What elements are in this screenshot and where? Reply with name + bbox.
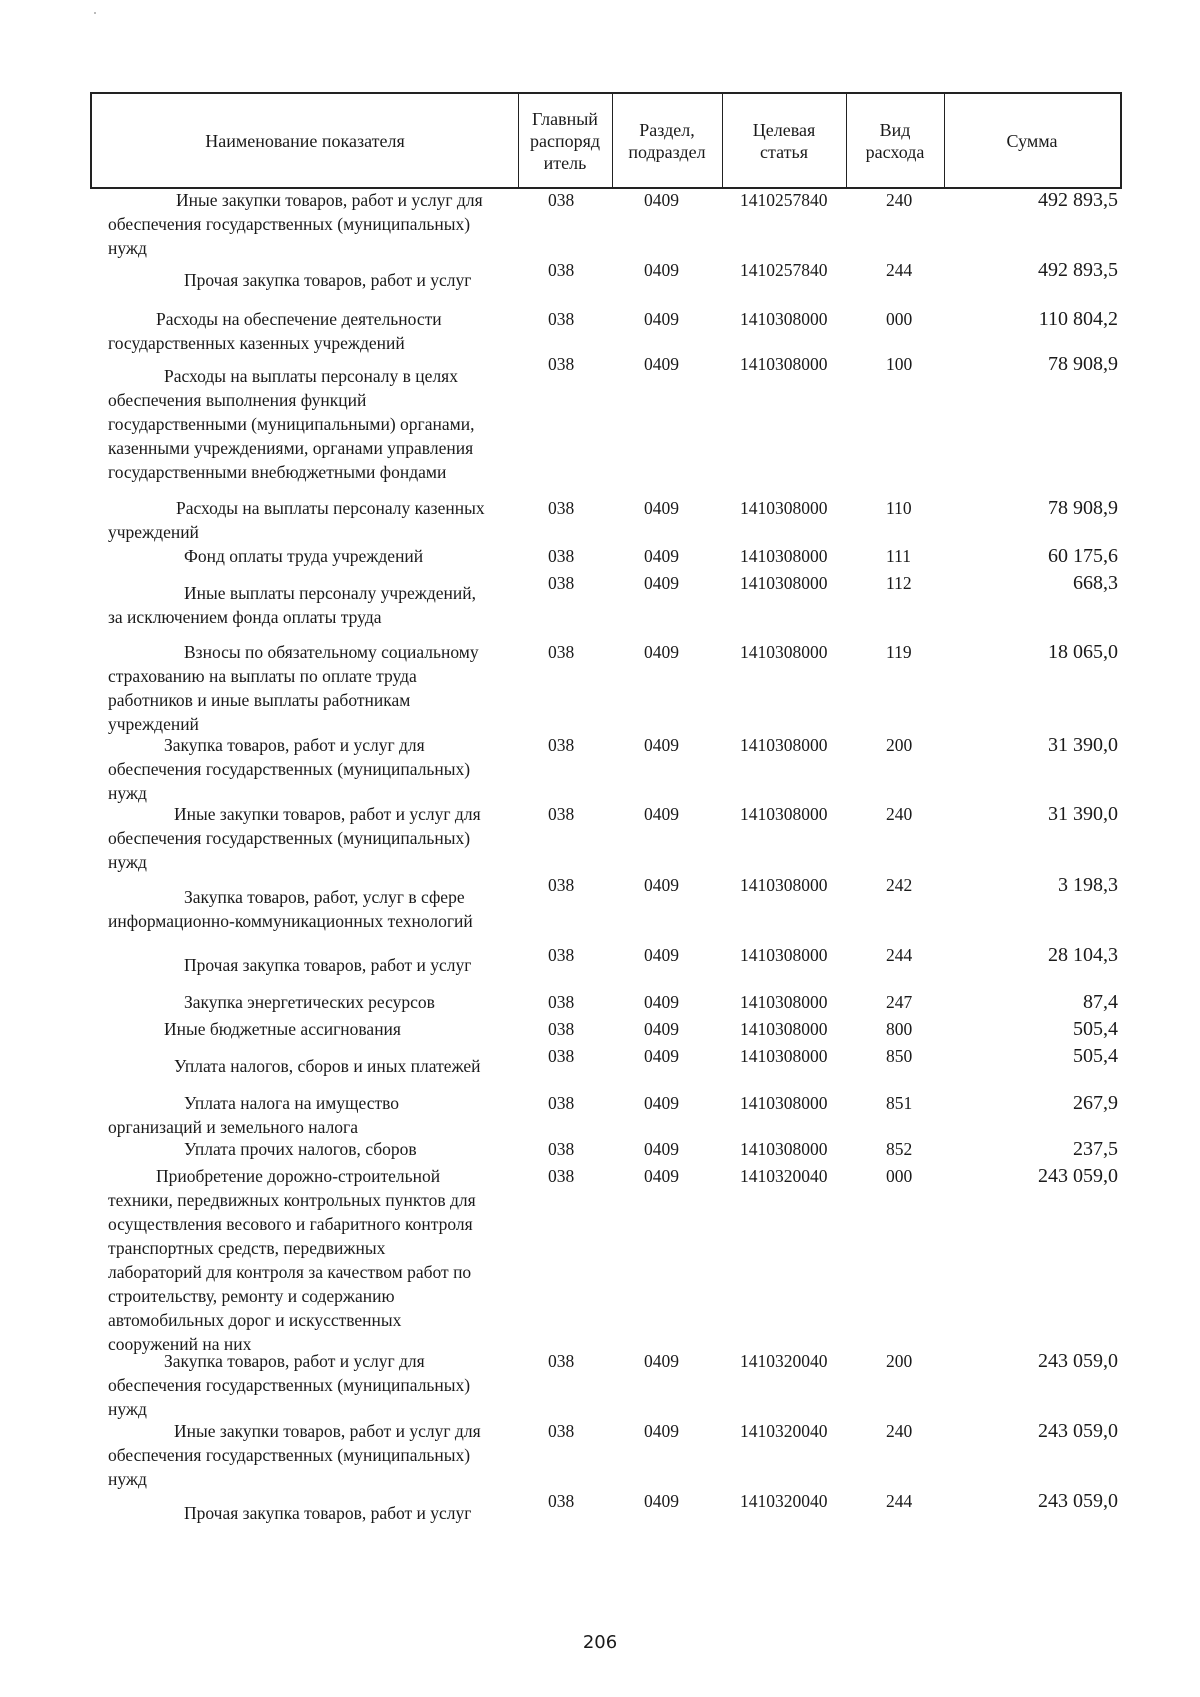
row-name-line: Иные выплаты персоналу учреждений, (184, 583, 476, 603)
row-grbs: 038 (548, 498, 575, 518)
row-name-line: страхованию на выплаты по оплате труда (108, 666, 417, 686)
row-name (108, 307, 518, 355)
row-target: 1410308000 (740, 1139, 828, 1159)
row-name (108, 802, 518, 874)
row-expense-type: 800 (886, 1019, 913, 1039)
header-name: Наименование показателя (205, 130, 405, 151)
row-section: 0409 (644, 1046, 679, 1066)
row-name (108, 581, 518, 629)
row-target: 1410308000 (740, 573, 828, 593)
row-section: 0409 (644, 1166, 679, 1186)
row-sum: 110 804,2 (1038, 308, 1118, 330)
row-target: 1410308000 (740, 945, 828, 965)
row-name-line: организаций и земельного налога (108, 1117, 358, 1137)
row-name (108, 1164, 518, 1356)
row-target: 1410308000 (740, 642, 828, 662)
row-name-line: Иные закупки товаров, работ и услуг для (176, 190, 483, 210)
row-section: 0409 (644, 1351, 679, 1371)
row-grbs: 038 (548, 1166, 575, 1186)
row-name-line: работников и иные выплаты работникам (108, 690, 411, 710)
header-expense-type: Вид расхода (865, 119, 925, 162)
row-sum: 492 893,5 (1038, 259, 1118, 281)
row-target: 1410308000 (740, 546, 828, 566)
row-sum: 28 104,3 (1048, 944, 1118, 966)
row-target: 1410308000 (740, 1046, 828, 1066)
row-sum: 87,4 (1083, 991, 1118, 1013)
row-name-line: нужд (108, 783, 147, 803)
row-section: 0409 (644, 735, 679, 755)
row-target: 1410320040 (740, 1351, 828, 1371)
row-grbs: 038 (548, 945, 575, 965)
row-grbs: 038 (548, 1351, 575, 1371)
row-grbs: 038 (548, 1491, 575, 1511)
row-name-line: Иные закупки товаров, работ и услуг для (174, 1421, 481, 1441)
row-name-line: государственных казенных учреждений (108, 333, 405, 353)
row-name-line: техники, передвижных контрольных пунктов для (108, 1190, 476, 1210)
scan-speck (94, 12, 96, 14)
row-expense-type: 110 (886, 498, 912, 518)
row-target: 1410320040 (740, 1421, 828, 1441)
row-expense-type: 200 (886, 1351, 913, 1371)
row-target: 1410308000 (740, 309, 828, 329)
row-expense-type: 850 (886, 1046, 913, 1066)
row-expense-type: 242 (886, 875, 913, 895)
row-sum: 267,9 (1073, 1092, 1118, 1114)
row-name-line: лабораторий для контроля за качеством работ по (108, 1262, 472, 1282)
row-grbs: 038 (548, 804, 575, 824)
row-name-line: Взносы по обязательному социальному (184, 642, 479, 662)
row-name-line: Уплата налога на имущество (184, 1093, 400, 1113)
row-target: 1410308000 (740, 1019, 828, 1039)
row-name-line: Иные закупки товаров, работ и услуг для (174, 804, 481, 824)
row-name-line: за исключением фонда оплаты труда (108, 607, 382, 627)
row-sum: 78 908,9 (1048, 353, 1118, 375)
row-expense-type: 851 (886, 1093, 913, 1113)
row-name-line: учреждений (108, 714, 199, 734)
row-name-line: Прочая закупка товаров, работ и услуг (184, 1503, 472, 1523)
row-section: 0409 (644, 992, 679, 1012)
row-expense-type: 000 (886, 1166, 913, 1186)
row-grbs: 038 (548, 260, 575, 280)
row-sum: 243 059,0 (1038, 1165, 1118, 1187)
row-target: 1410308000 (740, 1093, 828, 1113)
row-expense-type: 112 (886, 573, 912, 593)
row-grbs: 038 (548, 573, 575, 593)
row-name-line: строительству, ремонту и содержанию (108, 1286, 395, 1306)
row-name (108, 990, 518, 1014)
row-name-line: нужд (108, 1469, 147, 1489)
row-section: 0409 (644, 190, 679, 210)
row-expense-type: 240 (886, 190, 913, 210)
row-name (108, 364, 518, 484)
row-section: 0409 (644, 260, 679, 280)
row-expense-type: 240 (886, 804, 913, 824)
row-grbs: 038 (548, 354, 575, 374)
row-name-line: Закупка товаров, работ и услуг для (164, 1351, 425, 1371)
row-name-line: государственными (муниципальными) органами, (108, 414, 475, 434)
row-target: 1410308000 (740, 875, 828, 895)
row-target: 1410257840 (740, 190, 828, 210)
row-name-line: автомобильных дорог и искусственных (108, 1310, 402, 1330)
row-name-line: учреждений (108, 522, 199, 542)
row-name (108, 953, 518, 977)
row-target: 1410320040 (740, 1491, 828, 1511)
row-expense-type: 244 (886, 260, 913, 280)
row-name (108, 885, 518, 933)
row-name-line: осуществления весового и габаритного контроля (108, 1214, 473, 1234)
row-name (108, 268, 518, 292)
row-name-line: обеспечения государственных (муниципальных) (108, 214, 471, 234)
row-grbs: 038 (548, 1046, 575, 1066)
row-sum: 505,4 (1073, 1018, 1118, 1040)
row-name-line: обеспечения государственных (муниципальных) (108, 1445, 471, 1465)
row-name-line: обеспечения государственных (муниципальных) (108, 759, 471, 779)
row-expense-type: 247 (886, 992, 913, 1012)
row-name (108, 1501, 518, 1525)
row-grbs: 038 (548, 546, 575, 566)
row-section: 0409 (644, 1093, 679, 1113)
row-sum: 31 390,0 (1048, 734, 1118, 756)
row-name-line: Уплата прочих налогов, сборов (184, 1139, 417, 1159)
row-section: 0409 (644, 1139, 679, 1159)
row-grbs: 038 (548, 642, 575, 662)
row-section: 0409 (644, 945, 679, 965)
row-name (108, 188, 518, 260)
header-grbs: Главный распоряд итель (529, 108, 601, 173)
row-name-line: Прочая закупка товаров, работ и услуг (184, 270, 472, 290)
row-sum: 31 390,0 (1048, 803, 1118, 825)
row-name-line: сооружений на них (108, 1334, 252, 1354)
row-name-line: Закупка энергетических ресурсов (184, 992, 435, 1012)
row-section: 0409 (644, 875, 679, 895)
row-name-line: Закупка товаров, работ, услуг в сфере (184, 887, 465, 907)
row-target: 1410257840 (740, 260, 828, 280)
row-name (108, 640, 518, 736)
row-name-line: информационно-коммуникационных технологий (108, 911, 473, 931)
row-expense-type: 000 (886, 309, 913, 329)
row-section: 0409 (644, 546, 679, 566)
row-section: 0409 (644, 804, 679, 824)
row-name-line: Расходы на выплаты персоналу в целях (164, 366, 458, 386)
row-expense-type: 244 (886, 945, 913, 965)
row-sum: 243 059,0 (1038, 1350, 1118, 1372)
row-grbs: 038 (548, 992, 575, 1012)
row-section: 0409 (644, 1491, 679, 1511)
row-name-line: Расходы на выплаты персоналу казенных (176, 498, 485, 518)
row-name (108, 1419, 518, 1491)
row-name-line: Иные бюджетные ассигнования (164, 1019, 401, 1039)
row-name-line: Уплата налогов, сборов и иных платежей (174, 1056, 481, 1076)
row-target: 1410308000 (740, 735, 828, 755)
row-name-line: Приобретение дорожно-строительной (156, 1166, 441, 1186)
row-target: 1410308000 (740, 992, 828, 1012)
row-section: 0409 (644, 354, 679, 374)
row-name (108, 1054, 518, 1078)
row-name-line: обеспечения государственных (муниципальных) (108, 828, 471, 848)
row-target: 1410320040 (740, 1166, 828, 1186)
row-expense-type: 119 (886, 642, 912, 662)
row-name-line: Фонд оплаты труда учреждений (184, 546, 424, 566)
row-name-line: нужд (108, 238, 147, 258)
header-target: Целевая статья (752, 119, 816, 162)
row-grbs: 038 (548, 309, 575, 329)
row-name (108, 1137, 518, 1161)
row-expense-type: 240 (886, 1421, 913, 1441)
row-name-line: транспортных средств, передвижных (108, 1238, 386, 1258)
row-sum: 3 198,3 (1058, 874, 1118, 896)
row-name (108, 1349, 518, 1421)
row-sum: 237,5 (1073, 1138, 1118, 1160)
row-section: 0409 (644, 573, 679, 593)
row-name-line: обеспечения государственных (муниципальных) (108, 1375, 471, 1395)
row-expense-type: 111 (886, 546, 911, 566)
row-grbs: 038 (548, 1093, 575, 1113)
row-grbs: 038 (548, 190, 575, 210)
row-name-line: нужд (108, 1399, 147, 1419)
row-sum: 60 175,6 (1048, 545, 1118, 567)
row-grbs: 038 (548, 1421, 575, 1441)
row-name (108, 1091, 518, 1139)
row-expense-type: 244 (886, 1491, 913, 1511)
row-grbs: 038 (548, 1019, 575, 1039)
row-expense-type: 852 (886, 1139, 913, 1159)
row-target: 1410308000 (740, 498, 828, 518)
row-sum: 18 065,0 (1048, 641, 1118, 663)
row-section: 0409 (644, 1019, 679, 1039)
row-name-line: Расходы на обеспечение деятельности (156, 309, 442, 329)
row-sum: 78 908,9 (1048, 497, 1118, 519)
row-section: 0409 (644, 1421, 679, 1441)
row-sum: 243 059,0 (1038, 1490, 1118, 1512)
row-target: 1410308000 (740, 804, 828, 824)
row-sum: 492 893,5 (1038, 189, 1118, 211)
row-grbs: 038 (548, 875, 575, 895)
row-name-line: нужд (108, 852, 147, 872)
row-name-line: Закупка товаров, работ и услуг для (164, 735, 425, 755)
row-expense-type: 100 (886, 354, 913, 374)
row-target: 1410308000 (740, 354, 828, 374)
header-sum: Сумма (1006, 130, 1058, 151)
row-name (108, 1017, 518, 1041)
row-grbs: 038 (548, 1139, 575, 1159)
row-name-line: казенными учреждениями, органами управления (108, 438, 474, 458)
row-name (108, 496, 518, 544)
row-section: 0409 (644, 498, 679, 518)
table-header (90, 92, 1122, 189)
row-grbs: 038 (548, 735, 575, 755)
row-sum: 668,3 (1073, 572, 1118, 594)
row-sum: 505,4 (1073, 1045, 1118, 1067)
row-sum: 243 059,0 (1038, 1420, 1118, 1442)
header-section: Раздел, подраздел (628, 119, 706, 162)
row-name-line: государственными внебюджетными фондами (108, 462, 447, 482)
page-number: 206 (582, 1632, 618, 1653)
row-section: 0409 (644, 642, 679, 662)
row-expense-type: 200 (886, 735, 913, 755)
row-name (108, 544, 518, 568)
row-name (108, 733, 518, 805)
row-name-line: обеспечения выполнения функций (108, 390, 367, 410)
row-section: 0409 (644, 309, 679, 329)
row-name-line: Прочая закупка товаров, работ и услуг (184, 955, 472, 975)
